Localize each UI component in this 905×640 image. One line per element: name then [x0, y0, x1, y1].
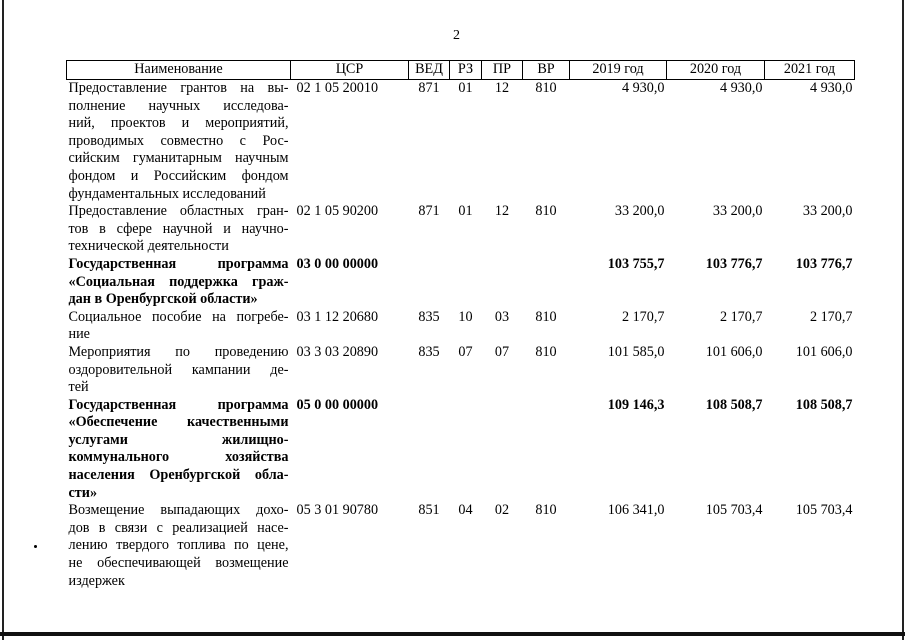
row-name — [67, 256, 291, 309]
scan-left-edge — [2, 0, 4, 640]
row-name-line: населения Оренбургской обла- — [68, 467, 289, 484]
row-name — [67, 397, 291, 503]
scan-bottom-edge — [0, 632, 905, 636]
row-2020: 4 930,0 — [719, 80, 763, 96]
row-2020: 33 200,0 — [712, 203, 763, 220]
header-pr: ПР — [482, 61, 523, 80]
row-csr: 03 1 12 20680 — [296, 308, 379, 325]
row-ved: 835 — [418, 343, 440, 360]
row-2020: 108 508,7 — [705, 396, 763, 413]
budget-table — [66, 60, 855, 590]
row-2020: 103 776,7 — [705, 255, 763, 272]
table-row — [67, 203, 855, 256]
row-vr: 810 — [535, 203, 557, 220]
header-ved: ВЕД — [409, 61, 450, 80]
row-name-line: Государственная программа — [68, 396, 289, 413]
row-name-line: не обеспечивающей возмещение — [68, 555, 289, 572]
row-name-line: сийским гуманитарным научным — [68, 150, 289, 167]
row-rz: 04 — [458, 502, 473, 519]
row-2021: 103 776,7 — [795, 255, 853, 272]
row-rz: 01 — [458, 80, 473, 96]
row-pr: 07 — [494, 343, 510, 360]
row-pr: 03 — [494, 308, 510, 325]
table-row — [67, 80, 855, 204]
row-name-line: тей — [68, 379, 89, 396]
row-vr: 810 — [535, 502, 557, 519]
row-2021: 105 703,4 — [795, 502, 853, 519]
row-pr: 12 — [494, 80, 510, 96]
row-ved — [409, 397, 450, 503]
row-name-line: технической деятельности — [68, 238, 229, 255]
table-row — [67, 502, 855, 590]
row-csr: 05 0 00 00000 — [296, 396, 379, 413]
header-vr: ВР — [523, 61, 570, 80]
row-name-line: Мероприятия по проведению — [68, 343, 289, 360]
row-2021: 108 508,7 — [795, 396, 853, 413]
header-csr: ЦСР — [291, 61, 409, 80]
row-rz — [450, 397, 482, 503]
row-csr: 02 1 05 90200 — [296, 203, 379, 220]
row-rz: 01 — [458, 203, 473, 220]
row-name-line: Государственная программа — [68, 255, 289, 272]
row-pr: 02 — [494, 502, 510, 519]
row-name-line: дан в Оренбургской области» — [68, 291, 258, 308]
row-name — [67, 502, 291, 590]
row-name — [67, 344, 291, 397]
row-name-line: «Социальная поддержка граж- — [68, 273, 289, 290]
row-name-line: оздоровительной кампании де- — [68, 361, 289, 378]
table-body — [67, 80, 855, 591]
row-name-line: Предоставление областных гран- — [68, 203, 289, 220]
row-2020: 101 606,0 — [705, 343, 763, 360]
row-name-line: Социальное пособие на погребе- — [68, 308, 289, 325]
row-ved: 851 — [418, 502, 440, 519]
row-vr: 810 — [535, 308, 557, 325]
row-name-line: коммунального хозяйства — [68, 449, 289, 466]
row-name-line: сти» — [68, 484, 98, 501]
row-name-line: лению твердого топлива по цене, — [68, 537, 289, 554]
header-name: Наименование — [67, 61, 291, 80]
row-ved: 835 — [418, 308, 440, 325]
row-2021: 2 170,7 — [809, 308, 853, 325]
row-name-line: Предоставление грантов на вы- — [68, 80, 289, 96]
table-row — [67, 256, 855, 309]
row-2019: 106 341,0 — [607, 502, 665, 519]
table-row — [67, 344, 855, 397]
row-pr — [482, 256, 523, 309]
table-row — [67, 309, 855, 344]
row-name-line: издержек — [68, 572, 125, 589]
row-ved: 871 — [418, 203, 440, 220]
row-name-line: дов в связи с реализацией насе- — [68, 519, 289, 536]
row-pr — [482, 397, 523, 503]
row-vr — [523, 256, 570, 309]
row-name-line: тов в сфере научной и научно- — [68, 220, 289, 237]
row-vr: 810 — [535, 343, 557, 360]
row-csr: 02 1 05 20010 — [296, 80, 379, 96]
row-name-line: ние — [68, 326, 90, 343]
table-row — [67, 397, 855, 503]
row-name — [67, 80, 291, 204]
row-csr: 03 3 03 20890 — [296, 343, 379, 360]
row-ved — [409, 256, 450, 309]
row-2019: 4 930,0 — [621, 80, 665, 96]
row-rz: 10 — [458, 308, 473, 325]
row-2019: 33 200,0 — [614, 203, 665, 220]
scan-right-edge — [902, 0, 904, 640]
row-csr: 05 3 01 90780 — [296, 502, 379, 519]
header-2020: 2020 год — [667, 61, 765, 80]
row-2021: 101 606,0 — [795, 343, 853, 360]
row-name-line: фундаментальных исследований — [68, 185, 266, 202]
row-name-line: «Обеспечение качественными — [68, 414, 289, 431]
row-name-line: услугами жилищно- — [68, 431, 289, 448]
row-2019: 2 170,7 — [621, 308, 665, 325]
row-name-line: фондом и Российским фондом — [68, 167, 289, 184]
header-rz: РЗ — [450, 61, 482, 80]
table-header-row — [67, 61, 855, 80]
row-2020: 105 703,4 — [705, 502, 763, 519]
row-name — [67, 309, 291, 344]
row-csr: 03 0 00 00000 — [296, 255, 379, 272]
page-number: 2 — [453, 28, 460, 43]
scan-speck — [34, 545, 37, 548]
row-2021: 4 930,0 — [809, 80, 853, 96]
row-vr — [523, 397, 570, 503]
row-vr: 810 — [535, 80, 557, 96]
row-pr: 12 — [494, 203, 510, 220]
row-name-line: полнение научных исследова- — [68, 97, 289, 114]
row-name-line: проводимых совместно с Рос- — [68, 132, 289, 149]
row-2021: 33 200,0 — [802, 203, 853, 220]
row-name-line: Возмещение выпадающих дохо- — [68, 502, 289, 519]
row-rz — [450, 256, 482, 309]
row-2019: 101 585,0 — [607, 343, 665, 360]
row-name — [67, 203, 291, 256]
row-2019: 109 146,3 — [607, 396, 665, 413]
row-name-line: ний, проектов и мероприятий, — [68, 115, 289, 132]
row-2020: 2 170,7 — [719, 308, 763, 325]
row-rz: 07 — [458, 343, 473, 360]
header-2019: 2019 год — [570, 61, 667, 80]
header-2021: 2021 год — [765, 61, 855, 80]
row-2019: 103 755,7 — [607, 255, 665, 272]
row-ved: 871 — [418, 80, 440, 96]
